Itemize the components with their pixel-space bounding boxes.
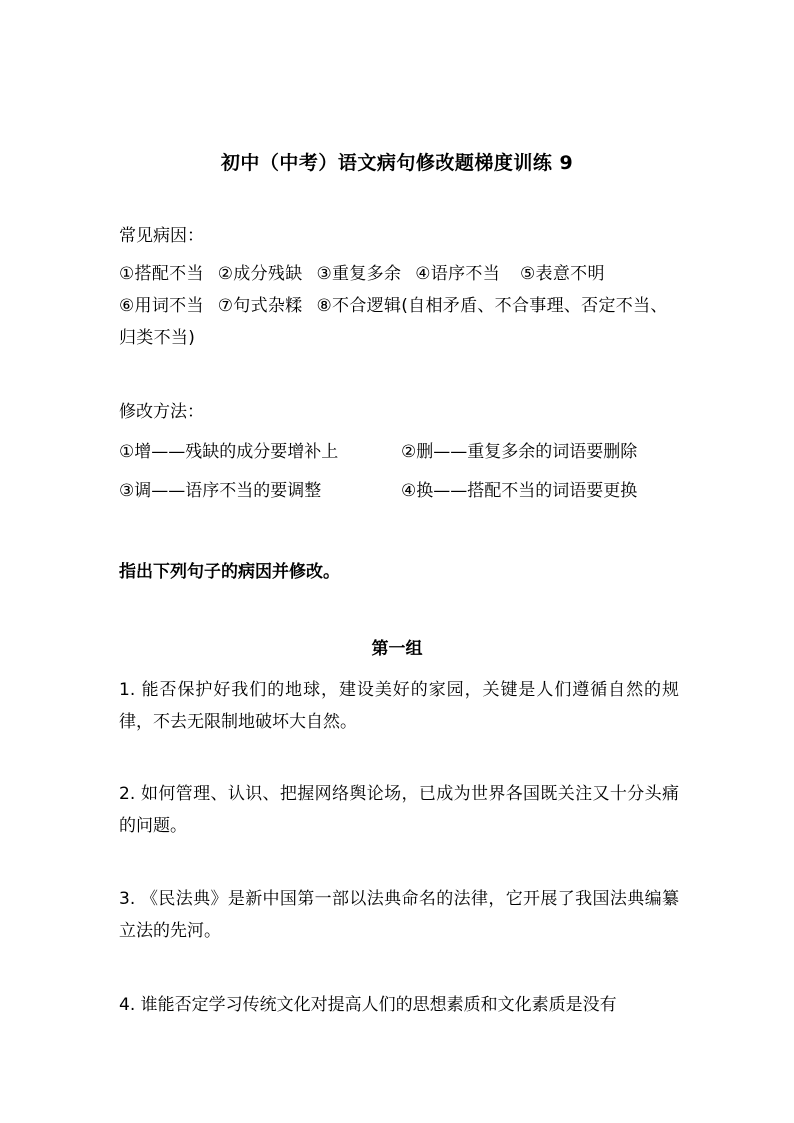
causes-label: 常见病因： [119, 226, 204, 246]
methods-label: 修改方法： [119, 402, 204, 422]
method-item: ①增——残缺的成分要增补上 [119, 442, 339, 462]
group-title: 第一组 [371, 639, 423, 659]
cause-item: ③重复多余 [316, 264, 402, 284]
cause-item: ⑥用词不当 [119, 296, 204, 316]
method-item: ②删——重复多余的词语要删除 [401, 442, 638, 462]
cause-item: ④语序不当 [415, 264, 500, 284]
cause-item: ⑧不合逻辑(自相矛盾、不合事理、否定不当、归类不当) [119, 296, 668, 348]
instruction-heading: 指出下列句子的病因并修改。 [119, 562, 340, 582]
cause-item: ①搭配不当 [119, 264, 204, 284]
cause-item: ②成分残缺 [217, 264, 303, 284]
document-title: 初中（中考）语文病句修改题梯度训练 9 [220, 152, 574, 174]
causes-list [119, 258, 679, 354]
cause-item: ⑤表意不明 [520, 264, 605, 284]
methods-row [119, 438, 679, 466]
question-item: 4. 谁能否定学习传统文化对提高人们的思想素质和文化素质是没有 [119, 995, 617, 1015]
question-item: 2. 如何管理、认识、把握网络舆论场，已成为世界各国既关注又十分头痛的问题。 [119, 784, 679, 836]
methods-row [119, 477, 679, 505]
question-item: 3. 《民法典》是新中国第一部以法典命名的法律，它开展了我国法典编纂立法的先河。 [119, 889, 679, 941]
method-item: ④换——搭配不当的词语要更换 [401, 481, 638, 501]
question-item: 1. 能否保护好我们的地球，建设美好的家园，关键是人们遵循自然的规律，不去无限制地破坏大自然。 [119, 680, 679, 732]
method-item: ③调——语序不当的要调整 [119, 481, 322, 501]
cause-item: ⑦句式杂糅 [217, 296, 303, 316]
